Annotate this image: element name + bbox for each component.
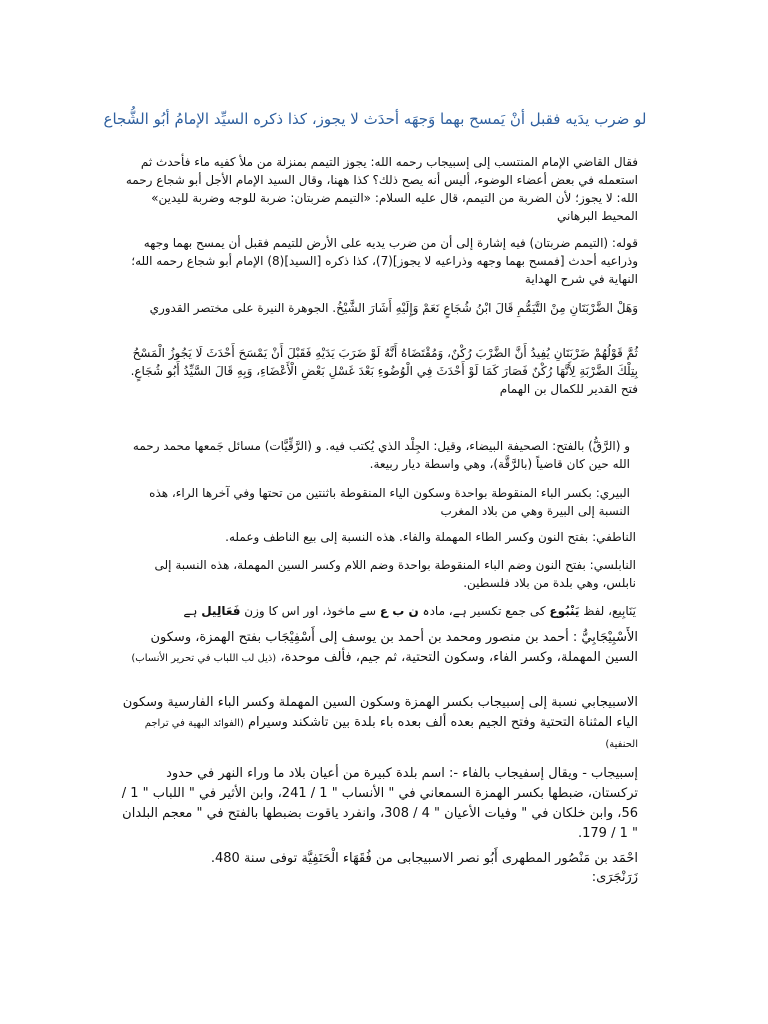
yanabi-middle-2: سے ماخوذ، اور اس کا وزن [240, 604, 380, 618]
paragraph-zaranjari: زَرَنْجَرَى: [591, 870, 638, 885]
yanabi-word-yanbu: يَنْبُوع [549, 604, 580, 618]
page-title: لو ضرب يدَيه فقبل أنْ يَمسح بهما وَجهَه أحدَث لا يجوز، كذا ذكره السيِّد الإمامُ أبُو الشُّجاع [103, 110, 647, 128]
yanabi-root: ن ب ع [379, 604, 419, 618]
paragraph-raqq: و (الرَّقُّ) بالفتح: الصحيفة البيضاء، وقيل: الجِلْد الذي يُكتب فيه. و (الرَّقِّيَّات) مسائل جَمعها محمد رحمه الله حين كان قاضياً (بالرَّقَّة)، وهي واسطة ديار ربيعة. [132, 439, 630, 471]
asbijabi-2-text: الاسبيجابي نسبة إلى إسبيجاب بكسر الهمزة وسكون السين المهملة وكسر الباء الفارسية وسكون الياء المثناة التحتية وفتح الجيم بعده ألف بعده باء بلدة بين تاشكند وسيرام [122, 695, 638, 730]
paragraph-yanabi [118, 602, 636, 620]
paragraph-nabulsi: النابلسي: بفتح النون وضم الباء المنقوطة بواحدة وضم اللام وكسر السين المهملة، هذه النسبة إلى نابلس، وهي بلدة من بلاد فلسطين. [154, 558, 636, 590]
yanabi-middle: کی جمع تکسیر ہے، مادہ [418, 604, 550, 618]
paragraph-natifi: الناطفي: بفتح النون وكسر الطاء المهملة والفاء. هذه النسبة إلى بيع الناطف وعمله. [225, 530, 636, 544]
paragraph-asbijabi-1 [118, 628, 638, 669]
paragraph-isbijab: إسبيجاب - ويقال إسفيجاب بالفاء -: اسم بلدة كبيرة من أعيان بلاد ما وراء النهر في حدود تركستان، ضبطها بكسر الهمزة السمعاني في " الأنساب " 1 / 241، وابن الأثير في " اللباب " 1 / 56، وابن خلكان في " وفيات الأعيان " 4 / 308، وانفرد ياقوت بضبطها بالفتح في " معجم البلدان " 1 / 179. [121, 766, 638, 841]
yanabi-prefix: يَنَابِيع، لفظ [579, 604, 636, 618]
paragraph-fath-qadir: ثُمَّ قَوْلُهُمْ ضَرْبَتَانِ يُفِيدُ أَنَّ الضَّرْبَ رُكْنٌ، وَمُقْتَضَاهُ أَنَّهُ لَوْ ضَرَبَ يَدَيْهِ فَقَبْلَ أَنْ يَمْسَحَ أَحْدَثَ لَا يَجُوزُ الْمَسْحُ بِتِلْكَ الضَّرْبَةِ لِأَنَّهَا رُكْنٌ فَصَارَ كَمَا لَوْ أَحْدَثَ فِي الْوُضُوءِ بَعْدَ غَسْلِ بَعْضِ الْأَعْضَاءِ، وَبِهِ قَالَ السَّيِّدُ أَبُو شُجَاعٍ. فتح القدير للكمال بن الهمام [130, 346, 638, 396]
yanabi-pattern: فَعَالِيل [201, 604, 241, 618]
paragraph-muhit: فقال القاضي الإمام المنتسب إلى إسبيجاب رحمه الله: يجوز التيمم بمنزلة من ملأ كفيه ماء فأحدث ثم استعمله في بعض أعضاء الوضوء، أليس أنه يصح ذلك؟ كذا ههنا، وقال السيد الإمام الأجل أبو شجاع رحمه الله: لا يجوز؛ لأن الضربة من التيمم، قال عليه السلام: «التيمم ضربتان: ضربة للوجه وضربة لليدين» المحيط البرهاني [125, 155, 638, 223]
paragraph-biri: البيري: بكسر الباء المنقوطة بواحدة وسكون الياء المنقوطة باثنتين من تحتها وفي آخرها الراء، هذه النسبة إلى البيرة وهي من بلاد المغرب [149, 486, 630, 518]
asbijabi-2-source: (الفوائد البهية في تراجم الحنفية) [144, 718, 638, 750]
paragraph-mutahhari: احْمَد بن مَنْصُور المطهرى أَبُو نصر الاسبيجابى من فُقَهَاء الْحَنَفِيَّة توفى سنة 480. [210, 851, 638, 866]
asbijabi-1-source: (ذيل لب اللباب في تحرير الأنساب) [131, 653, 277, 664]
paragraph-asbijabi-2 [118, 693, 638, 755]
paragraph-jawhara: وَهَلْ الضَّرْبَتَانِ مِنْ التَّيَمُّمِ قَالَ ابْنُ شُجَاعٍ نَعَمْ وَإِلَيْهِ أَشَارَ الشَّيْخُ. الجوهرة النيرة على مختصر القدوري [149, 301, 638, 315]
paragraph-nihaya: قوله: (التيمم ضربتان) فيه إشارة إلى أن من ضرب يديه على الأرض للتيمم فقبل أن يمسح بهما وجهه وذراعيه أحدث [فمسح بهما وجهه وذراعيه لا يجوز](7)، كذا ذكره [السيد](8) الإمام أبو شجاع رحمه الله؛ النهاية في شرح الهداية [131, 236, 638, 286]
asbijabi-1-text: الأَسْبِيْجَابِيُّ : أحمد بن منصور ومحمد بن أحمد بن يوسف إلى أَسْفِيْجَاب بفتح الهمزة، وسكون السين المهملة، وكسر الفاء، وسكون التحتية، ثم جيم، فألف موحدة، [150, 630, 638, 665]
yanabi-suffix: ہے [183, 604, 202, 618]
